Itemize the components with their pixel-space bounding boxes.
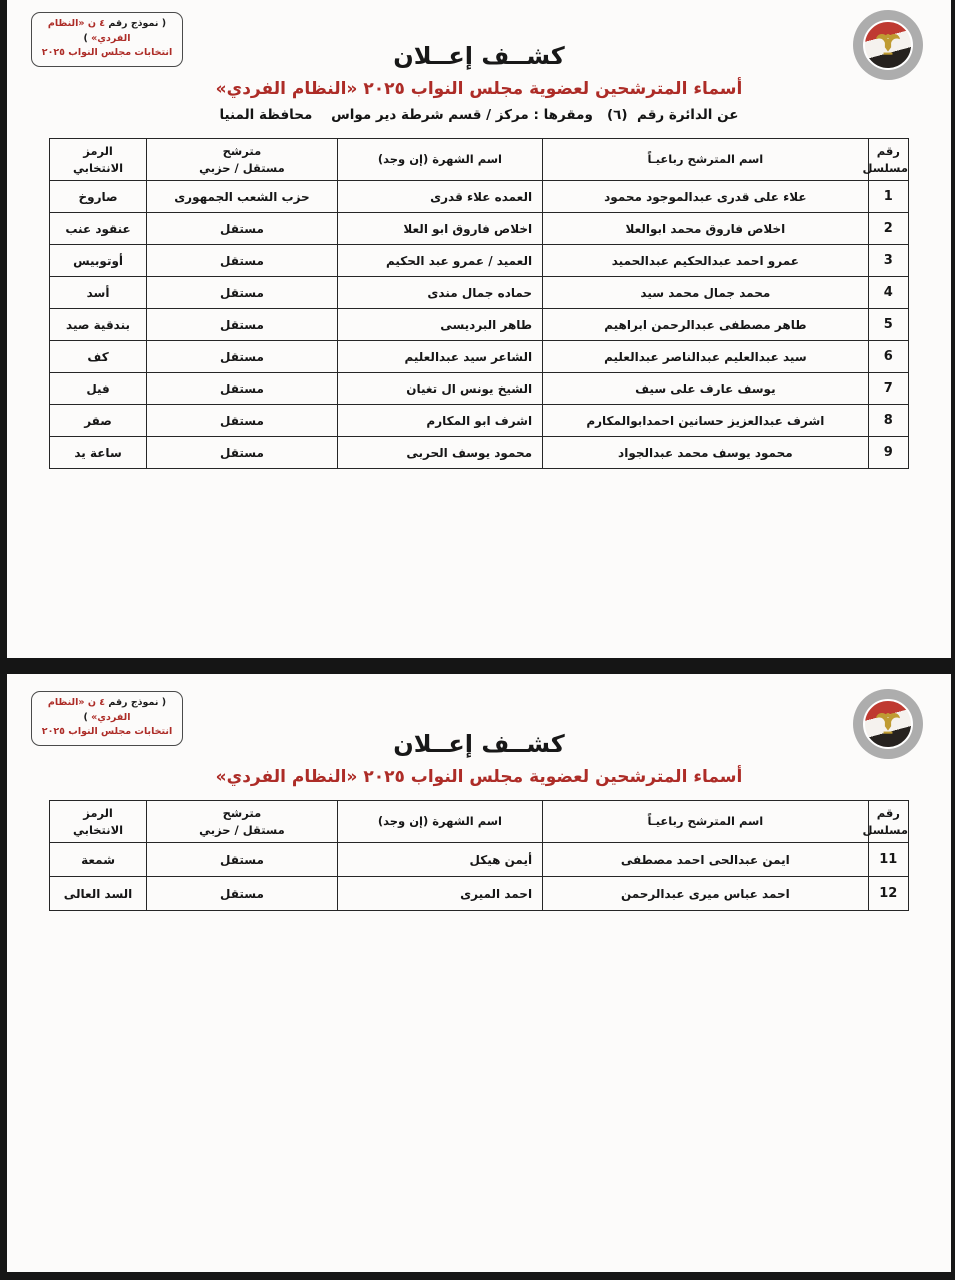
shohra-cell: احمد الميرى (337, 877, 542, 911)
page-subtitle: أسماء المترشحين لعضوية مجلس النواب ٢٠٢٥ «النظام الفردي» (215, 767, 743, 787)
egypt-flag-disc (863, 20, 913, 70)
shohra-cell: الشيخ يونس ال تغيان (337, 373, 542, 405)
stamp-line2: انتخابات مجلس النواب ٢٠٢٥ (41, 726, 173, 738)
candidates-table-page-1 (49, 138, 909, 469)
header-symbol: الرمز الانتخابي (50, 139, 147, 181)
candidate-row (50, 437, 909, 469)
page-title: كشــف إعــلان (393, 730, 565, 758)
symbol-cell: أوتوبيس (50, 245, 147, 277)
candidate-row (50, 877, 909, 911)
candidate-row (50, 373, 909, 405)
serial-cell: 9 (868, 437, 908, 469)
serial-cell: 2 (868, 213, 908, 245)
serial-cell: 3 (868, 245, 908, 277)
serial-cell: 7 (868, 373, 908, 405)
election-authority-seal (853, 10, 923, 80)
candidate-name-cell: طاهر مصطفى عبدالرحمن ابراهيم (543, 309, 869, 341)
candidate-name-cell: علاء على قدرى عبدالموجود محمود (543, 181, 869, 213)
party-cell: مستقل (147, 437, 338, 469)
symbol-cell: شمعة (50, 843, 147, 877)
election-authority-seal (853, 689, 923, 759)
shohra-cell: حماده جمال مندى (337, 277, 542, 309)
announcement-page-2 (7, 674, 951, 1272)
page-title: كشــف إعــلان (393, 42, 565, 70)
candidate-name-cell: محمود يوسف محمد عبدالجواد (543, 437, 869, 469)
candidate-row (50, 405, 909, 437)
party-cell: مستقل (147, 245, 338, 277)
shohra-cell: اشرف ابو المكارم (337, 405, 542, 437)
shohra-cell: محمود يوسف الحربى (337, 437, 542, 469)
stamp-line1-suffix: ) (83, 32, 92, 44)
candidate-name-cell: محمد جمال محمد سيد (543, 277, 869, 309)
stamp-line1-prefix: ( نموذج رقم (105, 697, 167, 708)
candidate-row (50, 309, 909, 341)
candidate-name-cell: احمد عباس ميرى عبدالرحمن (543, 877, 869, 911)
party-cell: مستقل (147, 213, 338, 245)
symbol-cell: أسد (50, 277, 147, 309)
stamp-line1-highlight: ٤ ن «النظام الفردي» (47, 697, 131, 723)
candidate-name-cell: يوسف عارف على سيف (543, 373, 869, 405)
shohra-cell: العمده علاء قدرى (337, 181, 542, 213)
page-separator (0, 658, 955, 674)
shohra-cell: اخلاص فاروق ابو العلا (337, 213, 542, 245)
serial-cell: 5 (868, 309, 908, 341)
header-serial: رقم مسلسل (868, 139, 908, 181)
header-candidate-name: اسم المترشح رباعيـاً (543, 139, 869, 181)
candidate-name-cell: سيد عبدالعليم عبدالناصر عبدالعليم (543, 341, 869, 373)
party-cell: مستقل (147, 341, 338, 373)
serial-cell: 11 (868, 843, 908, 877)
stamp-line1-prefix: ( نموذج رقم (105, 18, 167, 29)
serial-cell: 4 (868, 277, 908, 309)
eagle-icon (872, 708, 904, 740)
symbol-cell: السد العالى (50, 877, 147, 911)
symbol-cell: عنقود عنب (50, 213, 147, 245)
stamp-line1-highlight: ٤ ن «النظام الفردي» (47, 18, 131, 44)
form-number-stamp (31, 12, 183, 67)
header-party: مترشح مستقل / حزبي (147, 139, 338, 181)
candidate-row (50, 843, 909, 877)
eagle-icon (872, 29, 904, 61)
stamp-line2: انتخابات مجلس النواب ٢٠٢٥ (41, 47, 173, 59)
party-cell: مستقل (147, 843, 338, 877)
serial-cell: 12 (868, 877, 908, 911)
party-cell: مستقل (147, 277, 338, 309)
table-header-row (50, 139, 909, 181)
stamp-line1 (48, 18, 166, 44)
candidate-row (50, 277, 909, 309)
candidate-row (50, 213, 909, 245)
stamp-line1 (48, 697, 166, 723)
shohra-cell: أيمن هيكل (337, 843, 542, 877)
page-subtitle: أسماء المترشحين لعضوية مجلس النواب ٢٠٢٥ «النظام الفردي» (215, 79, 743, 99)
serial-cell: 6 (868, 341, 908, 373)
serial-cell: 8 (868, 405, 908, 437)
candidates-table-page-2 (49, 800, 909, 911)
party-cell: مستقل (147, 373, 338, 405)
candidate-row (50, 245, 909, 277)
party-cell: مستقل (147, 309, 338, 341)
symbol-cell: ساعة يد (50, 437, 147, 469)
form-number-stamp (31, 691, 183, 746)
candidate-name-cell: اشرف عبدالعزيز حسانين احمدابوالمكارم (543, 405, 869, 437)
symbol-cell: بندقية صيد (50, 309, 147, 341)
symbol-cell: صقر (50, 405, 147, 437)
header-symbol: الرمز الانتخابي (50, 801, 147, 843)
shohra-cell: العميد / عمرو عبد الحكيم (337, 245, 542, 277)
candidate-name-cell: عمرو احمد عبدالحكيم عبدالحميد (543, 245, 869, 277)
shohra-cell: طاهر البرديسى (337, 309, 542, 341)
symbol-cell: كف (50, 341, 147, 373)
header-serial: رقم مسلسل (868, 801, 908, 843)
symbol-cell: صاروخ (50, 181, 147, 213)
candidate-row (50, 181, 909, 213)
announcement-page-1 (7, 0, 951, 658)
header-shohra: اسم الشهرة (إن وجد) (337, 139, 542, 181)
header-party: مترشح مستقل / حزبي (147, 801, 338, 843)
party-cell: مستقل (147, 405, 338, 437)
candidate-name-cell: ايمن عبدالحى احمد مصطفى (543, 843, 869, 877)
header-candidate-name: اسم المترشح رباعيـاً (543, 801, 869, 843)
candidate-row (50, 341, 909, 373)
candidate-name-cell: اخلاص فاروق محمد ابوالعلا (543, 213, 869, 245)
serial-cell: 1 (868, 181, 908, 213)
party-cell: مستقل (147, 877, 338, 911)
egypt-flag-disc (863, 699, 913, 749)
district-line: عن الدائرة رقم (٦) ومقرها : مركز / قسم شرطة دير مواس محافظة المنيا (219, 107, 739, 123)
shohra-cell: الشاعر سيد عبدالعليم (337, 341, 542, 373)
stamp-line1-suffix: ) (83, 711, 92, 723)
symbol-cell: فيل (50, 373, 147, 405)
header-shohra: اسم الشهرة (إن وجد) (337, 801, 542, 843)
table-header-row (50, 801, 909, 843)
party-cell: حزب الشعب الجمهورى (147, 181, 338, 213)
